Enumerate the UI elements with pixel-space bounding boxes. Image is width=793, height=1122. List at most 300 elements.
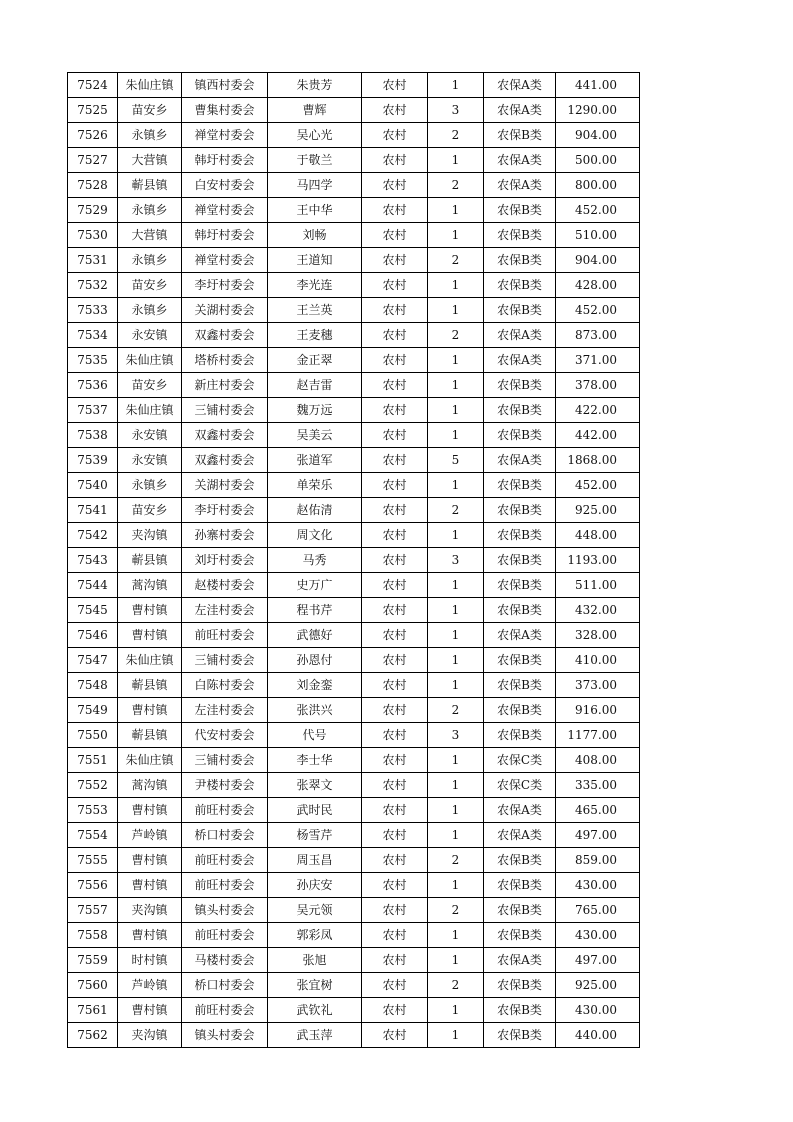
amount-cell: 1290.00	[556, 98, 640, 123]
table-row	[68, 123, 640, 148]
name-cell: 杨雪芹	[268, 823, 362, 848]
amount-cell: 925.00	[556, 498, 640, 523]
amount-cell: 430.00	[556, 873, 640, 898]
insurance-class-cell: 农保B类	[484, 473, 556, 498]
household-type-cell: 农村	[362, 648, 428, 673]
insurance-class-cell: 农保A类	[484, 348, 556, 373]
member-count-cell: 2	[428, 973, 484, 998]
row-id-cell: 7529	[68, 198, 118, 223]
village-committee-cell: 三铺村委会	[182, 398, 268, 423]
row-id-cell: 7551	[68, 748, 118, 773]
household-type-cell: 农村	[362, 773, 428, 798]
table-row	[68, 998, 640, 1023]
town-cell: 永安镇	[118, 323, 182, 348]
member-count-cell: 2	[428, 173, 484, 198]
amount-cell: 873.00	[556, 323, 640, 348]
village-committee-cell: 曹集村委会	[182, 98, 268, 123]
name-cell: 张宜树	[268, 973, 362, 998]
table-row	[68, 298, 640, 323]
member-count-cell: 1	[428, 998, 484, 1023]
row-id-cell: 7562	[68, 1023, 118, 1048]
amount-cell: 465.00	[556, 798, 640, 823]
member-count-cell: 1	[428, 598, 484, 623]
name-cell: 武钦礼	[268, 998, 362, 1023]
name-cell: 王麦穗	[268, 323, 362, 348]
insurance-class-cell: 农保A类	[484, 823, 556, 848]
name-cell: 周玉昌	[268, 848, 362, 873]
table-row	[68, 748, 640, 773]
name-cell: 赵佑清	[268, 498, 362, 523]
household-type-cell: 农村	[362, 673, 428, 698]
village-committee-cell: 前旺村委会	[182, 873, 268, 898]
household-type-cell: 农村	[362, 448, 428, 473]
insurance-class-cell: 农保B类	[484, 698, 556, 723]
town-cell: 苗安乡	[118, 98, 182, 123]
village-committee-cell: 三铺村委会	[182, 748, 268, 773]
amount-cell: 1177.00	[556, 723, 640, 748]
amount-cell: 371.00	[556, 348, 640, 373]
relief-roster-table	[67, 72, 640, 1048]
row-id-cell: 7545	[68, 598, 118, 623]
household-type-cell: 农村	[362, 873, 428, 898]
member-count-cell: 3	[428, 98, 484, 123]
amount-cell: 452.00	[556, 198, 640, 223]
household-type-cell: 农村	[362, 498, 428, 523]
village-committee-cell: 禅堂村委会	[182, 248, 268, 273]
amount-cell: 916.00	[556, 698, 640, 723]
member-count-cell: 2	[428, 498, 484, 523]
name-cell: 武时民	[268, 798, 362, 823]
table-row	[68, 873, 640, 898]
name-cell: 史万广	[268, 573, 362, 598]
name-cell: 张翠文	[268, 773, 362, 798]
town-cell: 永安镇	[118, 448, 182, 473]
member-count-cell: 1	[428, 798, 484, 823]
amount-cell: 430.00	[556, 923, 640, 948]
insurance-class-cell: 农保B类	[484, 973, 556, 998]
row-id-cell: 7540	[68, 473, 118, 498]
table-row	[68, 248, 640, 273]
row-id-cell: 7557	[68, 898, 118, 923]
row-id-cell: 7553	[68, 798, 118, 823]
amount-cell: 859.00	[556, 848, 640, 873]
town-cell: 永镇乡	[118, 248, 182, 273]
town-cell: 永镇乡	[118, 298, 182, 323]
table-row	[68, 1023, 640, 1048]
town-cell: 夹沟镇	[118, 898, 182, 923]
insurance-class-cell: 农保B类	[484, 423, 556, 448]
household-type-cell: 农村	[362, 798, 428, 823]
amount-cell: 500.00	[556, 148, 640, 173]
name-cell: 王道知	[268, 248, 362, 273]
amount-cell: 765.00	[556, 898, 640, 923]
name-cell: 吴心光	[268, 123, 362, 148]
insurance-class-cell: 农保A类	[484, 623, 556, 648]
insurance-class-cell: 农保B类	[484, 598, 556, 623]
row-id-cell: 7550	[68, 723, 118, 748]
town-cell: 大营镇	[118, 148, 182, 173]
amount-cell: 1868.00	[556, 448, 640, 473]
household-type-cell: 农村	[362, 998, 428, 1023]
member-count-cell: 1	[428, 298, 484, 323]
village-committee-cell: 双鑫村委会	[182, 448, 268, 473]
village-committee-cell: 镇头村委会	[182, 1023, 268, 1048]
household-type-cell: 农村	[362, 523, 428, 548]
member-count-cell: 1	[428, 423, 484, 448]
town-cell: 曹村镇	[118, 998, 182, 1023]
row-id-cell: 7558	[68, 923, 118, 948]
amount-cell: 441.00	[556, 73, 640, 98]
insurance-class-cell: 农保B类	[484, 723, 556, 748]
name-cell: 武玉萍	[268, 1023, 362, 1048]
member-count-cell: 3	[428, 548, 484, 573]
insurance-class-cell: 农保A类	[484, 798, 556, 823]
member-count-cell: 2	[428, 898, 484, 923]
amount-cell: 497.00	[556, 948, 640, 973]
household-type-cell: 农村	[362, 748, 428, 773]
insurance-class-cell: 农保B类	[484, 1023, 556, 1048]
row-id-cell: 7544	[68, 573, 118, 598]
member-count-cell: 1	[428, 73, 484, 98]
insurance-class-cell: 农保B类	[484, 298, 556, 323]
name-cell: 于敬兰	[268, 148, 362, 173]
row-id-cell: 7534	[68, 323, 118, 348]
member-count-cell: 1	[428, 923, 484, 948]
town-cell: 蒿沟镇	[118, 773, 182, 798]
household-type-cell: 农村	[362, 823, 428, 848]
insurance-class-cell: 农保B类	[484, 848, 556, 873]
town-cell: 朱仙庄镇	[118, 648, 182, 673]
insurance-class-cell: 农保C类	[484, 748, 556, 773]
village-committee-cell: 关湖村委会	[182, 298, 268, 323]
amount-cell: 511.00	[556, 573, 640, 598]
row-id-cell: 7527	[68, 148, 118, 173]
member-count-cell: 1	[428, 273, 484, 298]
name-cell: 郭彩凤	[268, 923, 362, 948]
household-type-cell: 农村	[362, 948, 428, 973]
amount-cell: 432.00	[556, 598, 640, 623]
name-cell: 刘金銮	[268, 673, 362, 698]
name-cell: 代号	[268, 723, 362, 748]
name-cell: 吴元领	[268, 898, 362, 923]
household-type-cell: 农村	[362, 923, 428, 948]
table-row	[68, 948, 640, 973]
row-id-cell: 7548	[68, 673, 118, 698]
member-count-cell: 1	[428, 948, 484, 973]
household-type-cell: 农村	[362, 723, 428, 748]
row-id-cell: 7541	[68, 498, 118, 523]
table-row	[68, 223, 640, 248]
village-committee-cell: 前旺村委会	[182, 923, 268, 948]
row-id-cell: 7533	[68, 298, 118, 323]
town-cell: 芦岭镇	[118, 973, 182, 998]
insurance-class-cell: 农保A类	[484, 73, 556, 98]
row-id-cell: 7559	[68, 948, 118, 973]
household-type-cell: 农村	[362, 423, 428, 448]
name-cell: 孙庆安	[268, 873, 362, 898]
village-committee-cell: 禅堂村委会	[182, 198, 268, 223]
amount-cell: 904.00	[556, 248, 640, 273]
table-body	[68, 73, 640, 1048]
member-count-cell: 1	[428, 148, 484, 173]
member-count-cell: 2	[428, 323, 484, 348]
insurance-class-cell: 农保B类	[484, 223, 556, 248]
table-row	[68, 698, 640, 723]
member-count-cell: 1	[428, 748, 484, 773]
insurance-class-cell: 农保B类	[484, 198, 556, 223]
village-committee-cell: 镇西村委会	[182, 73, 268, 98]
name-cell: 马四学	[268, 173, 362, 198]
member-count-cell: 3	[428, 723, 484, 748]
amount-cell: 497.00	[556, 823, 640, 848]
town-cell: 朱仙庄镇	[118, 73, 182, 98]
row-id-cell: 7547	[68, 648, 118, 673]
member-count-cell: 5	[428, 448, 484, 473]
household-type-cell: 农村	[362, 398, 428, 423]
amount-cell: 442.00	[556, 423, 640, 448]
village-committee-cell: 镇头村委会	[182, 898, 268, 923]
amount-cell: 430.00	[556, 998, 640, 1023]
name-cell: 魏万远	[268, 398, 362, 423]
town-cell: 大营镇	[118, 223, 182, 248]
name-cell: 王中华	[268, 198, 362, 223]
table-row	[68, 623, 640, 648]
town-cell: 曹村镇	[118, 798, 182, 823]
household-type-cell: 农村	[362, 698, 428, 723]
table-row	[68, 773, 640, 798]
insurance-class-cell: 农保A类	[484, 98, 556, 123]
insurance-class-cell: 农保B类	[484, 998, 556, 1023]
village-committee-cell: 李圩村委会	[182, 273, 268, 298]
village-committee-cell: 左洼村委会	[182, 698, 268, 723]
insurance-class-cell: 农保B类	[484, 648, 556, 673]
table-row	[68, 648, 640, 673]
village-committee-cell: 塔桥村委会	[182, 348, 268, 373]
table-row	[68, 823, 640, 848]
name-cell: 张旭	[268, 948, 362, 973]
amount-cell: 422.00	[556, 398, 640, 423]
row-id-cell: 7556	[68, 873, 118, 898]
table-row	[68, 273, 640, 298]
village-committee-cell: 前旺村委会	[182, 623, 268, 648]
table-row	[68, 523, 640, 548]
household-type-cell: 农村	[362, 898, 428, 923]
amount-cell: 904.00	[556, 123, 640, 148]
table-row	[68, 973, 640, 998]
row-id-cell: 7549	[68, 698, 118, 723]
member-count-cell: 2	[428, 123, 484, 148]
table-row	[68, 98, 640, 123]
insurance-class-cell: 农保B类	[484, 398, 556, 423]
town-cell: 蕲县镇	[118, 173, 182, 198]
village-committee-cell: 禅堂村委会	[182, 123, 268, 148]
member-count-cell: 1	[428, 398, 484, 423]
village-committee-cell: 韩圩村委会	[182, 223, 268, 248]
table-row	[68, 473, 640, 498]
village-committee-cell: 李圩村委会	[182, 498, 268, 523]
insurance-class-cell: 农保A类	[484, 948, 556, 973]
member-count-cell: 1	[428, 623, 484, 648]
town-cell: 蕲县镇	[118, 723, 182, 748]
name-cell: 吴美云	[268, 423, 362, 448]
insurance-class-cell: 农保B类	[484, 248, 556, 273]
table-row	[68, 548, 640, 573]
row-id-cell: 7528	[68, 173, 118, 198]
insurance-class-cell: 农保B类	[484, 673, 556, 698]
town-cell: 曹村镇	[118, 698, 182, 723]
amount-cell: 800.00	[556, 173, 640, 198]
table-row	[68, 198, 640, 223]
table-row	[68, 598, 640, 623]
household-type-cell: 农村	[362, 473, 428, 498]
amount-cell: 510.00	[556, 223, 640, 248]
member-count-cell: 2	[428, 698, 484, 723]
amount-cell: 378.00	[556, 373, 640, 398]
table-row	[68, 848, 640, 873]
insurance-class-cell: 农保B类	[484, 573, 556, 598]
name-cell: 朱贵芳	[268, 73, 362, 98]
row-id-cell: 7525	[68, 98, 118, 123]
household-type-cell: 农村	[362, 1023, 428, 1048]
village-committee-cell: 代安村委会	[182, 723, 268, 748]
member-count-cell: 1	[428, 873, 484, 898]
insurance-class-cell: 农保B类	[484, 373, 556, 398]
insurance-class-cell: 农保A类	[484, 448, 556, 473]
member-count-cell: 1	[428, 223, 484, 248]
member-count-cell: 1	[428, 523, 484, 548]
amount-cell: 925.00	[556, 973, 640, 998]
town-cell: 朱仙庄镇	[118, 348, 182, 373]
household-type-cell: 农村	[362, 548, 428, 573]
name-cell: 李士华	[268, 748, 362, 773]
row-id-cell: 7555	[68, 848, 118, 873]
row-id-cell: 7535	[68, 348, 118, 373]
row-id-cell: 7531	[68, 248, 118, 273]
village-committee-cell: 前旺村委会	[182, 798, 268, 823]
village-committee-cell: 三铺村委会	[182, 648, 268, 673]
household-type-cell: 农村	[362, 273, 428, 298]
town-cell: 夹沟镇	[118, 1023, 182, 1048]
row-id-cell: 7542	[68, 523, 118, 548]
insurance-class-cell: 农保B类	[484, 123, 556, 148]
town-cell: 苗安乡	[118, 373, 182, 398]
table-row	[68, 348, 640, 373]
row-id-cell: 7524	[68, 73, 118, 98]
insurance-class-cell: 农保B类	[484, 898, 556, 923]
name-cell: 周文化	[268, 523, 362, 548]
town-cell: 蒿沟镇	[118, 573, 182, 598]
village-committee-cell: 刘圩村委会	[182, 548, 268, 573]
amount-cell: 410.00	[556, 648, 640, 673]
table-row	[68, 798, 640, 823]
town-cell: 芦岭镇	[118, 823, 182, 848]
name-cell: 马秀	[268, 548, 362, 573]
table-row	[68, 673, 640, 698]
town-cell: 蕲县镇	[118, 673, 182, 698]
insurance-class-cell: 农保A类	[484, 148, 556, 173]
household-type-cell: 农村	[362, 623, 428, 648]
row-id-cell: 7530	[68, 223, 118, 248]
name-cell: 孙恩付	[268, 648, 362, 673]
amount-cell: 448.00	[556, 523, 640, 548]
household-type-cell: 农村	[362, 148, 428, 173]
member-count-cell: 1	[428, 473, 484, 498]
table-row	[68, 423, 640, 448]
row-id-cell: 7539	[68, 448, 118, 473]
household-type-cell: 农村	[362, 348, 428, 373]
village-committee-cell: 白陈村委会	[182, 673, 268, 698]
household-type-cell: 农村	[362, 973, 428, 998]
town-cell: 曹村镇	[118, 873, 182, 898]
table-row	[68, 398, 640, 423]
household-type-cell: 农村	[362, 373, 428, 398]
town-cell: 永镇乡	[118, 473, 182, 498]
name-cell: 金正翠	[268, 348, 362, 373]
village-committee-cell: 前旺村委会	[182, 998, 268, 1023]
row-id-cell: 7543	[68, 548, 118, 573]
town-cell: 曹村镇	[118, 923, 182, 948]
insurance-class-cell: 农保B类	[484, 873, 556, 898]
village-committee-cell: 韩圩村委会	[182, 148, 268, 173]
member-count-cell: 1	[428, 648, 484, 673]
amount-cell: 328.00	[556, 623, 640, 648]
member-count-cell: 1	[428, 198, 484, 223]
table-row	[68, 498, 640, 523]
member-count-cell: 1	[428, 373, 484, 398]
household-type-cell: 农村	[362, 248, 428, 273]
row-id-cell: 7552	[68, 773, 118, 798]
insurance-class-cell: 农保B类	[484, 523, 556, 548]
name-cell: 张洪兴	[268, 698, 362, 723]
insurance-class-cell: 农保B类	[484, 498, 556, 523]
town-cell: 曹村镇	[118, 848, 182, 873]
table-row	[68, 323, 640, 348]
name-cell: 王兰英	[268, 298, 362, 323]
table-row	[68, 573, 640, 598]
member-count-cell: 1	[428, 773, 484, 798]
member-count-cell: 1	[428, 348, 484, 373]
amount-cell: 408.00	[556, 748, 640, 773]
name-cell: 张道军	[268, 448, 362, 473]
row-id-cell: 7560	[68, 973, 118, 998]
village-committee-cell: 关湖村委会	[182, 473, 268, 498]
town-cell: 朱仙庄镇	[118, 398, 182, 423]
village-committee-cell: 白安村委会	[182, 173, 268, 198]
household-type-cell: 农村	[362, 598, 428, 623]
village-committee-cell: 尹楼村委会	[182, 773, 268, 798]
row-id-cell: 7526	[68, 123, 118, 148]
household-type-cell: 农村	[362, 198, 428, 223]
town-cell: 苗安乡	[118, 498, 182, 523]
amount-cell: 373.00	[556, 673, 640, 698]
table-row	[68, 923, 640, 948]
insurance-class-cell: 农保C类	[484, 773, 556, 798]
name-cell: 程书芹	[268, 598, 362, 623]
amount-cell: 1193.00	[556, 548, 640, 573]
amount-cell: 335.00	[556, 773, 640, 798]
household-type-cell: 农村	[362, 223, 428, 248]
table-row	[68, 373, 640, 398]
member-count-cell: 2	[428, 248, 484, 273]
table-row	[68, 898, 640, 923]
row-id-cell: 7537	[68, 398, 118, 423]
amount-cell: 452.00	[556, 298, 640, 323]
row-id-cell: 7536	[68, 373, 118, 398]
village-committee-cell: 左洼村委会	[182, 598, 268, 623]
town-cell: 朱仙庄镇	[118, 748, 182, 773]
name-cell: 武德好	[268, 623, 362, 648]
town-cell: 夹沟镇	[118, 523, 182, 548]
